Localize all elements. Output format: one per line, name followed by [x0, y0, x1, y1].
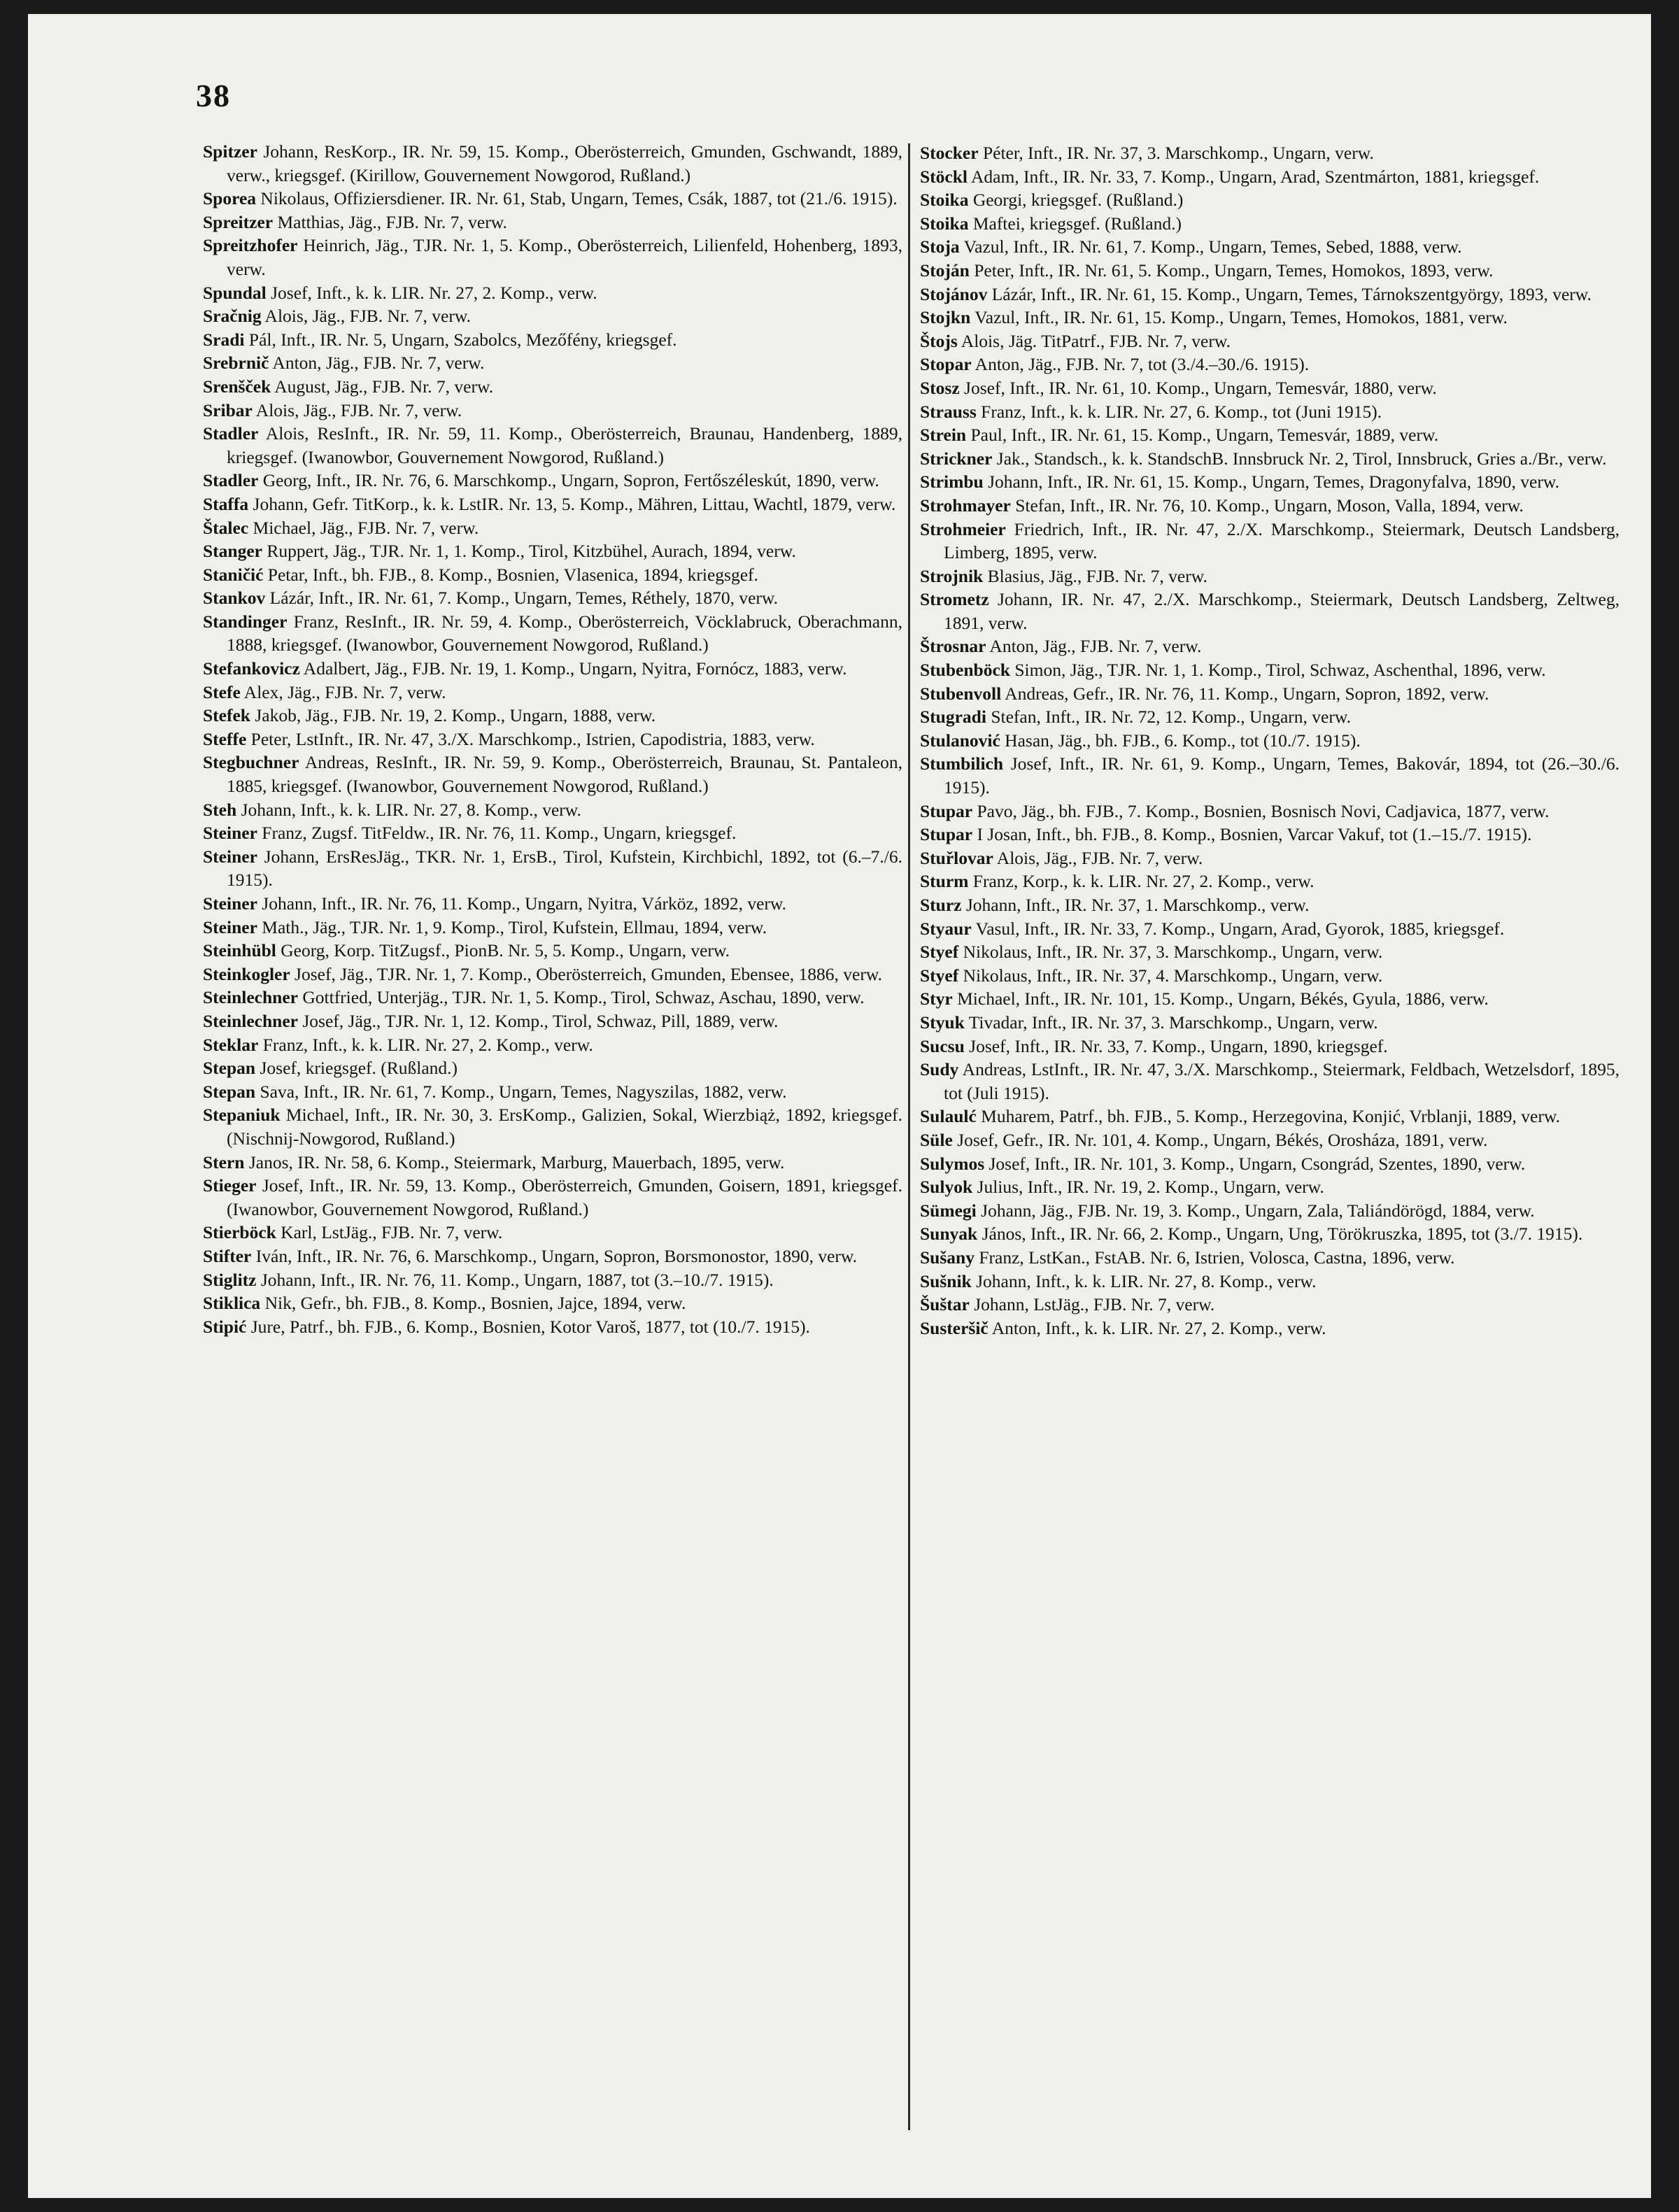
- entry-surname: Strohmayer: [920, 495, 1011, 516]
- column-divider: [908, 143, 910, 2130]
- entry-details: Ruppert, Jäg., TJR. Nr. 1, 1. Komp., Tirol, Kitzbühel, Aurach, 1894, verw.: [262, 541, 796, 562]
- list-item: [920, 1175, 1620, 1199]
- entry-details: Simon, Jäg., TJR. Nr. 1, 1. Komp., Tirol, Schwaz, Aschenthal, 1896, verw.: [1009, 660, 1546, 681]
- entry-surname: Styef: [920, 942, 959, 963]
- entry-details: Josef, Gefr., IR. Nr. 101, 4. Komp., Ungarn, Békés, Orosháza, 1891, verw.: [952, 1129, 1488, 1150]
- entry-details: Alex, Jäg., FJB. Nr. 7, verw.: [240, 681, 446, 702]
- list-item: [203, 1080, 902, 1104]
- entry-surname: Stepaniuk: [203, 1105, 281, 1126]
- entry-details: Josef, Inft., IR. Nr. 61, 9. Komp., Ungarn, Temes, Bakovár, 1894, tot (26.–30./6. 1915).: [944, 753, 1620, 798]
- list-item: [203, 798, 902, 822]
- entry-surname: Stegbuchner: [203, 752, 299, 773]
- list-item: [203, 140, 902, 187]
- list-item: [203, 328, 902, 352]
- entry-surname: Štrosnar: [920, 636, 986, 657]
- entry-surname: Steiner: [203, 893, 257, 914]
- list-item: [203, 563, 902, 587]
- entry-details: Georg, Inft., IR. Nr. 76, 6. Marschkomp., Ungarn, Sopron, Fertőszéleskút, 1890, verw.: [258, 470, 879, 491]
- entry-surname: Styef: [920, 965, 959, 986]
- entry-details: Andreas, ResInft., IR. Nr. 59, 9. Komp., Oberösterreich, Braunau, St. Pantaleon, 1885, kriegsgef. (Iwanowbor, Gouvernement Nowgorod, Rußland.): [227, 752, 902, 797]
- entry-surname: Strimbu: [920, 472, 984, 492]
- entry-surname: Stubenvoll: [920, 683, 1002, 704]
- list-item: [920, 470, 1620, 494]
- list-item: [920, 940, 1620, 964]
- list-item: [920, 165, 1620, 189]
- entry-details: Michael, Jäg., FJB. Nr. 7, verw.: [248, 517, 479, 538]
- document-page: [28, 14, 1651, 2198]
- entry-details: Lázár, Inft., IR. Nr. 61, 15. Komp., Ungarn, Temes, Tárnokszentgyörgy, 1893, verw.: [987, 283, 1592, 304]
- entry-details: Georgi, kriegsgef. (Rußland.): [968, 190, 1184, 211]
- entry-surname: Sudy: [920, 1059, 959, 1080]
- list-item: [920, 400, 1620, 424]
- entry-surname: Süle: [920, 1129, 953, 1150]
- list-item: [203, 728, 902, 751]
- entry-details: Franz, Zugsf. TitFeldw., IR. Nr. 76, 11. Komp., Ungarn, kriegsgef.: [257, 823, 737, 844]
- list-item: [203, 892, 902, 916]
- list-item: [920, 752, 1620, 799]
- entry-surname: Spreitzer: [203, 211, 274, 232]
- entry-surname: Steh: [203, 799, 237, 820]
- entry-surname: Stöckl: [920, 166, 968, 187]
- list-item: [203, 516, 902, 540]
- entry-surname: Strickner: [920, 448, 993, 469]
- entry-surname: Stuřlovar: [920, 847, 993, 868]
- entry-surname: Steiner: [203, 823, 257, 844]
- list-item: [920, 705, 1620, 729]
- list-item: [203, 845, 902, 892]
- entry-surname: Stifter: [203, 1245, 252, 1266]
- list-item: [920, 565, 1620, 588]
- entry-details: Josef, Inft., IR. Nr. 33, 7. Komp., Ungarn, 1890, kriegsgef.: [964, 1035, 1388, 1056]
- entry-details: Josef, Inft., IR. Nr. 101, 3. Komp., Ungarn, Csongrád, Szentes, 1890, verw.: [984, 1153, 1526, 1174]
- entry-surname: Sračnig: [203, 306, 262, 327]
- entry-surname: Stupar: [920, 800, 973, 821]
- entry-surname: Susteršič: [920, 1317, 989, 1338]
- entry-surname: Stefe: [203, 681, 241, 702]
- list-item: [203, 821, 902, 845]
- entry-surname: Styuk: [920, 1012, 965, 1033]
- list-item: [920, 1199, 1620, 1223]
- entry-surname: Strojnik: [920, 565, 984, 586]
- list-item: [920, 259, 1620, 283]
- list-item: [920, 588, 1620, 634]
- entry-surname: Srebrnič: [203, 353, 269, 374]
- list-item: [920, 1246, 1620, 1270]
- entry-surname: Šuštar: [920, 1294, 970, 1315]
- entry-details: Vazul, Inft., IR. Nr. 61, 7. Komp., Ungarn, Temes, Sebed, 1888, verw.: [959, 236, 1462, 257]
- entry-details: Peter, Inft., IR. Nr. 61, 5. Komp., Ungarn, Temes, Homokos, 1893, verw.: [969, 260, 1494, 281]
- entry-surname: Stieger: [203, 1175, 257, 1196]
- entry-details: Johann, Gefr. TitKorp., k. k. LstIR. Nr. 13, 5. Komp., Mähren, Littau, Wachtl, 1879, verw.: [248, 493, 896, 514]
- list-item: [920, 658, 1620, 682]
- list-item: [920, 212, 1620, 236]
- entry-details: Johann, Inft., IR. Nr. 76, 11. Komp., Ungarn, Nyitra, Várköz, 1892, verw.: [257, 893, 787, 914]
- entry-surname: Sribar: [203, 399, 253, 420]
- list-item: [203, 375, 902, 399]
- entry-surname: Stiglitz: [203, 1269, 257, 1290]
- left-column: [203, 140, 902, 1338]
- list-item: [203, 1291, 902, 1315]
- entry-surname: Sturz: [920, 895, 962, 915]
- list-item: [920, 634, 1620, 658]
- list-item: [203, 681, 902, 704]
- entry-surname: Steinlechner: [203, 1010, 298, 1031]
- entry-details: Alois, ResInft., IR. Nr. 59, 11. Komp., Oberösterreich, Braunau, Handenberg, 1889, kriegsgef. (Iwanowbor, Gouvernement Nowgorod, Rußland.): [227, 423, 902, 467]
- entry-surname: Stupar: [920, 824, 973, 845]
- entry-details: Josef, kriegsgef. (Rußland.): [255, 1058, 458, 1079]
- entry-surname: Stipić: [203, 1316, 247, 1337]
- entry-surname: Stulanović: [920, 730, 1000, 751]
- list-item: [203, 234, 902, 281]
- entry-surname: Steinhübl: [203, 940, 276, 961]
- entry-surname: Strohmeier: [920, 518, 1006, 539]
- entry-details: Jak., Standsch., k. k. StandschB. Innsbruck Nr. 2, Tirol, Innsbruck, Gries a./Br., verw.: [992, 448, 1607, 469]
- list-item: [920, 1105, 1620, 1128]
- list-item: [203, 704, 902, 728]
- entry-details: Johann, ResKorp., IR. Nr. 59, 15. Komp., Oberösterreich, Gmunden, Gschwandt, 1889, verw., kriegsgef. (Kirillow, Gouvernement Nowgorod, Rußland.): [227, 141, 902, 185]
- list-item: [203, 399, 902, 423]
- entry-details: August, Jäg., FJB. Nr. 7, verw.: [271, 376, 494, 397]
- list-item: [920, 1270, 1620, 1293]
- entry-details: Josef, Jäg., TJR. Nr. 1, 12. Komp., Tirol, Schwaz, Pill, 1889, verw.: [297, 1010, 779, 1031]
- entry-details: Peter, LstInft., IR. Nr. 47, 3./X. Marschkomp., Istrien, Capodistria, 1883, verw.: [246, 728, 815, 749]
- list-item: [920, 353, 1620, 376]
- entry-details: Franz, Inft., k. k. LIR. Nr. 27, 6. Komp., tot (Juni 1915).: [976, 401, 1382, 422]
- list-item: [203, 211, 902, 234]
- list-item: [920, 1128, 1620, 1152]
- list-item: [203, 1174, 902, 1221]
- entry-details: Stefan, Inft., IR. Nr. 72, 12. Komp., Ungarn, verw.: [986, 707, 1351, 728]
- list-item: [203, 187, 902, 211]
- entry-details: Georg, Korp. TitZugsf., PionB. Nr. 5, 5. Komp., Ungarn, verw.: [276, 940, 730, 961]
- entry-details: Jakob, Jäg., FJB. Nr. 19, 2. Komp., Ungarn, 1888, verw.: [250, 705, 656, 726]
- list-item: [203, 539, 902, 563]
- entry-surname: Strauss: [920, 401, 977, 422]
- list-item: [920, 306, 1620, 329]
- entry-details: Nikolaus, Inft., IR. Nr. 37, 3. Marschkomp., Ungarn, verw.: [958, 942, 1383, 963]
- list-item: [920, 283, 1620, 306]
- entry-surname: Štojs: [920, 330, 958, 351]
- entry-surname: Stocker: [920, 143, 979, 163]
- entry-details: Nik, Gefr., bh. FJB., 8. Komp., Bosnien, Jajce, 1894, verw.: [260, 1293, 686, 1314]
- entry-details: Johann, Inft., IR. Nr. 37, 1. Marschkomp., verw.: [961, 895, 1310, 915]
- entry-surname: Stoika: [920, 190, 969, 211]
- entry-surname: Sušany: [920, 1247, 975, 1268]
- entry-details: Johann, Jäg., FJB. Nr. 19, 3. Komp., Ungarn, Zala, Taliándörögd, 1884, verw.: [976, 1200, 1535, 1221]
- entry-surname: Stugradi: [920, 707, 986, 728]
- entry-details: Janos, IR. Nr. 58, 6. Komp., Steiermark, Marburg, Mauerbach, 1895, verw.: [244, 1151, 785, 1172]
- entry-surname: Spreitzhofer: [203, 235, 298, 256]
- entry-details: Alois, Jäg., FJB. Nr. 7, verw.: [993, 847, 1203, 868]
- entry-surname: Stumbilich: [920, 753, 1004, 774]
- entry-details: Franz, ResInft., IR. Nr. 59, 4. Komp., Oberösterreich, Vöcklabruck, Oberachmann, 1888, kriegsgef. (Iwanowbor, Gouvernement Nowgorod, Rußland.): [227, 611, 902, 655]
- entry-details: János, Inft., IR. Nr. 66, 2. Komp., Ungarn, Ung, Törökruszka, 1895, tot (3./7. 1915).: [977, 1224, 1583, 1245]
- list-item: [203, 351, 902, 375]
- list-item: [203, 1103, 902, 1150]
- list-item: [203, 1033, 902, 1057]
- list-item: [920, 1222, 1620, 1246]
- entry-details: Math., Jäg., TJR. Nr. 1, 9. Komp., Tirol, Kufstein, Ellmau, 1894, verw.: [257, 916, 767, 937]
- entry-details: Josef, Jäg., TJR. Nr. 1, 7. Komp., Oberösterreich, Gmunden, Ebensee, 1886, verw.: [290, 963, 882, 984]
- entry-surname: Staničić: [203, 564, 264, 585]
- entry-details: Friedrich, Inft., IR. Nr. 47, 2./X. Marschkomp., Steiermark, Deutsch Landsberg, Limberg, 1895, verw.: [944, 518, 1620, 563]
- entry-surname: Stadler: [203, 423, 259, 444]
- list-item: [203, 422, 902, 469]
- entry-surname: Sulyok: [920, 1177, 973, 1198]
- entry-details: Johann, ErsResJäg., TKR. Nr. 1, ErsB., Tirol, Kufstein, Kirchbichl, 1892, tot (6.–7./6. 1915).: [227, 846, 902, 891]
- list-item: [203, 986, 902, 1009]
- entry-surname: Steiner: [203, 846, 257, 867]
- entry-details: Vazul, Inft., IR. Nr. 61, 15. Komp., Ungarn, Temes, Homokos, 1881, verw.: [970, 307, 1508, 328]
- list-item: [920, 800, 1620, 823]
- entry-surname: Stefankovicz: [203, 658, 300, 679]
- entry-details: Pavo, Jäg., bh. FJB., 7. Komp., Bosnien, Bosnisch Novi, Cadjavica, 1877, verw.: [972, 800, 1550, 821]
- list-item: [203, 939, 902, 963]
- entry-details: Stefan, Inft., IR. Nr. 76, 10. Komp., Ungarn, Moson, Valla, 1894, verw.: [1010, 495, 1524, 516]
- entry-details: Jure, Patrf., bh. FJB., 6. Komp., Bosnien, Kotor Varoš, 1877, tot (10./7. 1915).: [246, 1316, 810, 1337]
- list-item: [920, 518, 1620, 565]
- entry-surname: Stiklica: [203, 1293, 261, 1314]
- entry-details: Anton, Jäg., FJB. Nr. 7, verw.: [269, 353, 485, 374]
- list-item: [203, 1245, 902, 1268]
- list-item: [920, 846, 1620, 870]
- list-item: [920, 235, 1620, 259]
- entry-surname: Stoika: [920, 213, 969, 234]
- entry-details: Péter, Inft., IR. Nr. 37, 3. Marschkomp., Ungarn, verw.: [978, 143, 1374, 163]
- list-item: [920, 1058, 1620, 1105]
- entry-surname: Strein: [920, 425, 967, 446]
- entry-details: Nikolaus, Inft., IR. Nr. 37, 4. Marschkomp., Ungarn, verw.: [958, 965, 1383, 986]
- entry-details: Alois, Jäg., FJB. Nr. 7, verw.: [252, 399, 462, 420]
- entry-details: Tivadar, Inft., IR. Nr. 37, 3. Marschkomp., Ungarn, verw.: [964, 1012, 1378, 1033]
- entry-surname: Styaur: [920, 918, 972, 939]
- entry-surname: Spundal: [203, 282, 267, 303]
- entry-details: Josef, Inft., IR. Nr. 59, 13. Komp., Oberösterreich, Gmunden, Goisern, 1891, kriegsgef. (Iwanowbor, Gouvernement Nowgorod, Rußland.): [227, 1175, 902, 1219]
- entry-details: Adam, Inft., IR. Nr. 33, 7. Komp., Ungarn, Arad, Szentmárton, 1881, kriegsgef.: [968, 166, 1540, 187]
- list-item: [203, 916, 902, 940]
- entry-details: Andreas, LstInft., IR. Nr. 47, 3./X. Marschkomp., Steiermark, Feldbach, Wetzelsdorf, 1895, tot (Juli 1915).: [944, 1059, 1620, 1103]
- entry-details: Paul, Inft., IR. Nr. 61, 15. Komp., Ungarn, Temesvár, 1889, verw.: [966, 425, 1439, 446]
- right-column: [920, 141, 1620, 1340]
- list-item: [920, 494, 1620, 518]
- list-item: [203, 304, 902, 328]
- entry-surname: Sturm: [920, 871, 969, 892]
- entry-details: Adalbert, Jäg., FJB. Nr. 19, 1. Komp., Ungarn, Nyitra, Fornócz, 1883, verw.: [299, 658, 847, 679]
- entry-details: Franz, Inft., k. k. LIR. Nr. 27, 2. Komp., verw.: [258, 1034, 593, 1055]
- list-item: [920, 964, 1620, 988]
- entry-details: Heinrich, Jäg., TJR. Nr. 1, 5. Komp., Oberösterreich, Lilienfeld, Hohenberg, 1893, verw.: [227, 235, 902, 279]
- list-item: [920, 682, 1620, 706]
- list-item: [920, 447, 1620, 471]
- entry-details: Julius, Inft., IR. Nr. 19, 2. Komp., Ungarn, verw.: [972, 1177, 1324, 1198]
- entry-surname: Sunyak: [920, 1224, 978, 1245]
- entry-surname: Stanger: [203, 541, 262, 562]
- entry-surname: Sulymos: [920, 1153, 985, 1174]
- entry-details: Johann, Inft., k. k. LIR. Nr. 27, 8. Komp., verw.: [971, 1270, 1317, 1291]
- list-item: [203, 610, 902, 657]
- entry-details: Franz, LstKan., FstAB. Nr. 6, Istrien, Volosca, Castna, 1896, verw.: [974, 1247, 1455, 1268]
- entry-surname: Stubenböck: [920, 660, 1010, 681]
- entry-details: Michael, Inft., IR. Nr. 30, 3. ErsKomp., Galizien, Sokal, Wierzbiąż, 1892, kriegsgef. (Nischnij-Nowgorod, Rußland.): [227, 1105, 902, 1149]
- list-item: [920, 823, 1620, 846]
- list-item: [203, 281, 902, 305]
- entry-details: Johann, IR. Nr. 47, 2./X. Marschkomp., Steiermark, Deutsch Landsberg, Zeltweg, 1891, verw.: [944, 589, 1620, 633]
- entry-details: Maftei, kriegsgef. (Rußland.): [968, 213, 1182, 234]
- entry-details: Gottfried, Unterjäg., TJR. Nr. 1, 5. Komp., Tirol, Schwaz, Aschau, 1890, verw.: [297, 987, 865, 1008]
- list-item: [203, 963, 902, 986]
- entry-details: Anton, Jäg., FJB. Nr. 7, verw.: [986, 636, 1202, 657]
- list-item: [203, 492, 902, 516]
- entry-surname: Sporea: [203, 188, 257, 209]
- list-item: [920, 329, 1620, 353]
- list-item: [920, 870, 1620, 893]
- list-item: [920, 1317, 1620, 1340]
- entry-surname: Štalec: [203, 517, 249, 538]
- list-item: [203, 1315, 902, 1339]
- entry-surname: Sucsu: [920, 1035, 965, 1056]
- entry-surname: Stierböck: [203, 1222, 276, 1243]
- entry-details: Alois, Jäg. TitPatrf., FJB. Nr. 7, verw.: [957, 330, 1231, 351]
- entry-details: Johann, Inft., k. k. LIR. Nr. 27, 8. Komp., verw.: [236, 799, 581, 820]
- entry-surname: Stepan: [203, 1058, 256, 1079]
- list-item: [920, 729, 1620, 753]
- entry-surname: Stern: [203, 1151, 245, 1172]
- entry-details: Lázár, Inft., IR. Nr. 61, 7. Komp., Ungarn, Temes, Réthely, 1870, verw.: [265, 588, 779, 609]
- list-item: [920, 141, 1620, 165]
- list-item: [920, 376, 1620, 400]
- entry-surname: Steinkogler: [203, 963, 290, 984]
- entry-details: Petar, Inft., bh. FJB., 8. Komp., Bosnien, Vlasenica, 1894, kriegsgef.: [263, 564, 758, 585]
- entry-surname: Srenšček: [203, 376, 271, 397]
- entry-details: Franz, Korp., k. k. LIR. Nr. 27, 2. Komp., verw.: [968, 871, 1315, 892]
- entry-surname: Steklar: [203, 1034, 259, 1055]
- entry-surname: Styr: [920, 988, 953, 1009]
- entry-details: Matthias, Jäg., FJB. Nr. 7, verw.: [273, 211, 507, 232]
- list-item: [920, 1035, 1620, 1058]
- entry-surname: Standinger: [203, 611, 288, 632]
- entry-details: Josef, Inft., k. k. LIR. Nr. 27, 2. Komp., verw.: [266, 282, 597, 303]
- entry-surname: Steffe: [203, 728, 247, 749]
- entry-details: Johann, Inft., IR. Nr. 61, 15. Komp., Ungarn, Temes, Dragonyfalva, 1890, verw.: [983, 472, 1559, 492]
- page-number: 38: [196, 78, 231, 113]
- list-item: [920, 423, 1620, 447]
- list-item: [920, 1152, 1620, 1176]
- entry-surname: Stosz: [920, 377, 960, 398]
- list-item: [203, 657, 902, 681]
- entry-details: Michael, Inft., IR. Nr. 101, 15. Komp., Ungarn, Békés, Gyula, 1886, verw.: [952, 988, 1489, 1009]
- list-item: [203, 1151, 902, 1175]
- entry-details: Josef, Inft., IR. Nr. 61, 10. Komp., Ungarn, Temesvár, 1880, verw.: [959, 377, 1437, 398]
- entry-surname: Spitzer: [203, 141, 257, 162]
- entry-surname: Sulaulć: [920, 1106, 977, 1127]
- entry-details: Blasius, Jäg., FJB. Nr. 7, verw.: [983, 565, 1207, 586]
- entry-surname: Stojkn: [920, 307, 971, 328]
- list-item: [920, 1011, 1620, 1035]
- entry-details: Alois, Jäg., FJB. Nr. 7, verw.: [261, 306, 471, 327]
- list-item: [203, 1268, 902, 1292]
- list-item: [203, 1009, 902, 1033]
- entry-surname: Sušnik: [920, 1270, 972, 1291]
- entry-details: Anton, Jäg., FJB. Nr. 7, tot (3./4.–30./6. 1915).: [971, 354, 1310, 375]
- list-item: [203, 1056, 902, 1080]
- entry-details: Anton, Inft., k. k. LIR. Nr. 27, 2. Komp., verw.: [988, 1317, 1326, 1338]
- entry-surname: Stepan: [203, 1081, 256, 1102]
- list-item: [920, 1293, 1620, 1317]
- entry-details: Johann, LstJäg., FJB. Nr. 7, verw.: [969, 1294, 1215, 1315]
- list-item: [203, 469, 902, 492]
- entry-details: Sava, Inft., IR. Nr. 61, 7. Komp., Ungarn, Temes, Nagyszilas, 1882, verw.: [255, 1081, 787, 1102]
- entry-details: I Josan, Inft., bh. FJB., 8. Komp., Bosnien, Varcar Vakuf, tot (1.–15./7. 1915).: [972, 824, 1532, 845]
- entry-details: Nikolaus, Offiziersdiener. IR. Nr. 61, Stab, Ungarn, Temes, Csák, 1887, tot (21./6. 1915).: [256, 188, 898, 209]
- entry-surname: Stefek: [203, 705, 250, 726]
- entry-surname: Stadler: [203, 470, 259, 491]
- entry-surname: Stopar: [920, 354, 972, 375]
- entry-surname: Steiner: [203, 916, 257, 937]
- list-item: [203, 1221, 902, 1245]
- entry-details: Karl, LstJäg., FJB. Nr. 7, verw.: [276, 1222, 503, 1243]
- list-item: [920, 188, 1620, 212]
- list-item: [203, 586, 902, 610]
- entry-surname: Sradi: [203, 329, 245, 350]
- entry-details: Pál, Inft., IR. Nr. 5, Ungarn, Szabolcs, Mezőfény, kriegsgef.: [244, 329, 677, 350]
- entry-details: Muharem, Patrf., bh. FJB., 5. Komp., Herzegovina, Konjić, Vrblanji, 1889, verw.: [976, 1106, 1560, 1127]
- entry-surname: Stankov: [203, 588, 266, 609]
- entry-surname: Steinlechner: [203, 987, 298, 1008]
- entry-details: Andreas, Gefr., IR. Nr. 76, 11. Komp., Ungarn, Sopron, 1892, verw.: [1001, 683, 1489, 704]
- list-item: [920, 987, 1620, 1011]
- entry-details: Vasul, Inft., IR. Nr. 33, 7. Komp., Ungarn, Arad, Gyorok, 1885, kriegsgef.: [971, 918, 1505, 939]
- entry-details: Hasan, Jäg., bh. FJB., 6. Komp., tot (10./7. 1915).: [1000, 730, 1361, 751]
- entry-surname: Stoján: [920, 260, 970, 281]
- list-item: [920, 917, 1620, 941]
- entry-surname: Strometz: [920, 589, 989, 610]
- entry-surname: Sümegi: [920, 1200, 977, 1221]
- entry-surname: Staffa: [203, 493, 249, 514]
- entry-surname: Stoja: [920, 236, 960, 257]
- entry-surname: Stojánov: [920, 283, 988, 304]
- list-item: [203, 751, 902, 797]
- entry-details: Iván, Inft., IR. Nr. 76, 6. Marschkomp., Ungarn, Sopron, Borsmonostor, 1890, verw.: [251, 1245, 858, 1266]
- entry-details: Johann, Inft., IR. Nr. 76, 11. Komp., Ungarn, 1887, tot (3.–10./7. 1915).: [256, 1269, 774, 1290]
- list-item: [920, 893, 1620, 917]
